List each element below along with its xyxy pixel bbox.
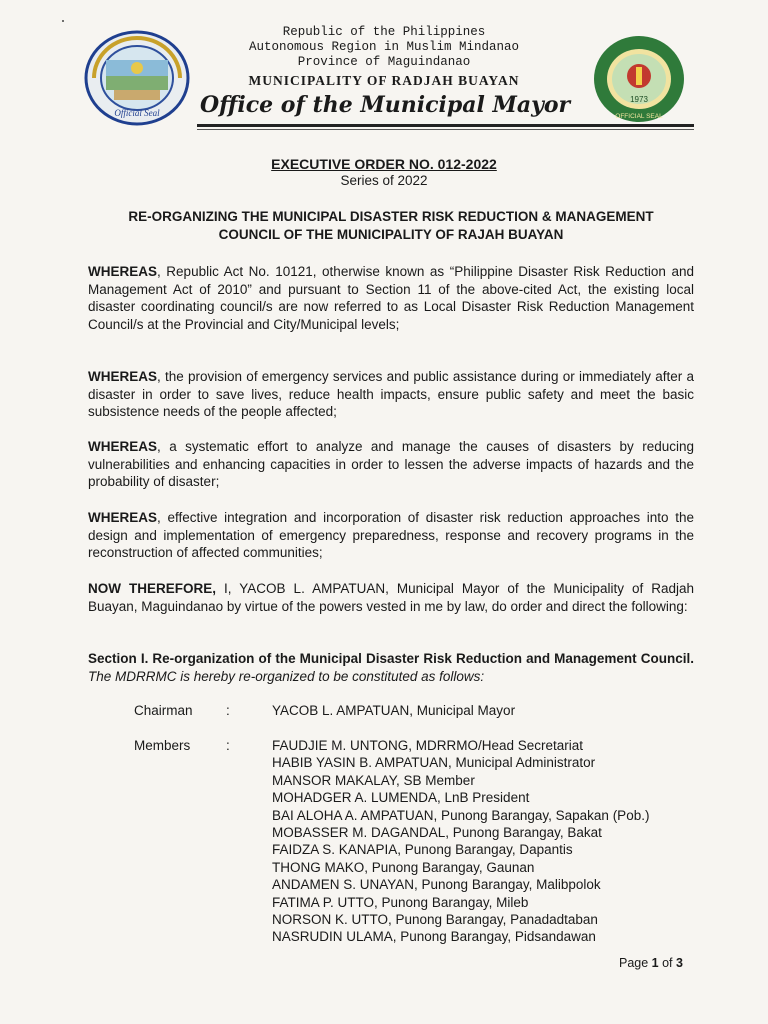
member-item: FATIMA P. UTTO, Punong Barangay, Mileb — [272, 894, 529, 910]
member-item: THONG MAKO, Punong Barangay, Gaunan — [272, 859, 535, 875]
region-line: Autonomous Region in Muslim Mindanao — [248, 40, 520, 54]
municipality-name: MUNICIPALITY OF RADJAH BUAYAN — [248, 73, 520, 88]
svg-text:Official Seal: Official Seal — [114, 108, 160, 118]
whereas-text: , Republic Act No. 10121, otherwise known as “Philippine Disaster Risk Reduction and Management Act of 2010” and pursuant to Section 11 of the above-cited Act, the existing local disaster coordinating council/s are now referred to as Local Disaster Risk Reduction Management Council/s at the Provincial and City/Municipal levels; — [88, 264, 694, 332]
whereas-lead: WHEREAS — [88, 510, 158, 525]
whereas-text: , the provision of emergency services and public assistance during or immediately after a disaster in order to save lives, reduce health impacts, ensure public safety and meet the basic subsistence needs of the people affected; — [88, 369, 694, 419]
municipal-seal-icon — [84, 30, 190, 126]
member-item: MOBASSER M. DAGANDAL, Punong Barangay, Bakat — [272, 825, 602, 841]
member-item: MOHADGER A. LUMENDA, LnB President — [272, 790, 530, 806]
whereas-paragraph-1 — [88, 263, 694, 333]
now-therefore-lead: NOW THEREFORE, — [88, 581, 217, 596]
republic-line: Republic of the Philippines — [282, 25, 486, 39]
header-rule — [197, 124, 694, 127]
page-number — [619, 956, 683, 970]
member-item: NORSON K. UTTO, Punong Barangay, Panadadtaban — [272, 912, 598, 928]
section-text: The MDRRMC is hereby re-organized to be constituted as follows: — [88, 668, 485, 684]
page-prefix: Page — [619, 956, 652, 970]
svg-text:OFFICIAL SEAL: OFFICIAL SEAL — [615, 113, 663, 120]
member-item: ANDAMEN S. UNAYAN, Punong Barangay, Malibpolok — [272, 877, 601, 893]
subject-line-1: RE-ORGANIZING THE MUNICIPAL DISASTER RISK REDUCTION & MANAGEMENT — [128, 209, 654, 224]
order-title: EXECUTIVE ORDER NO. 012-2022 — [271, 156, 497, 172]
svg-text:1973: 1973 — [630, 95, 648, 104]
now-therefore-paragraph — [88, 580, 694, 615]
page-of: of — [658, 956, 676, 970]
page-current: 1 — [651, 956, 659, 970]
section-heading: Section I. Re-organization of the Municipal Disaster Risk Reduction and Management Council. — [88, 651, 694, 666]
member-item: NASRUDIN ULAMA, Punong Barangay, Pidsandawan — [272, 929, 596, 945]
page-total: 3 — [676, 956, 683, 970]
province-line: Province of Maguindanao — [297, 55, 471, 69]
header-rule-thin — [197, 129, 694, 130]
whereas-lead: WHEREAS — [88, 264, 158, 279]
chairman-label: Chairman — [134, 703, 193, 718]
section-1 — [88, 650, 694, 685]
members-label: Members — [134, 738, 191, 753]
provincial-seal-icon — [592, 34, 686, 124]
subject-line-2: COUNCIL OF THE MUNICIPALITY OF RAJAH BUAYAN — [218, 227, 564, 242]
order-series: Series of 2022 — [340, 173, 428, 188]
member-item: FAIDZA S. KANAPIA, Punong Barangay, Dapantis — [272, 842, 573, 858]
now-therefore-text: I, YACOB L. AMPATUAN, Municipal Mayor of the Municipality of Radjah Buayan, Maguindanao by virtue of the powers vested in me by law, do order and direct the following: — [88, 581, 695, 614]
letterhead — [0, 0, 768, 130]
whereas-lead: WHEREAS — [88, 439, 158, 454]
whereas-text: , effective integration and incorporation of disaster risk reduction approaches into the design and implementation of emergency preparedness, response and recovery programs in the reconstruction of affected communities; — [88, 510, 694, 560]
members-list — [272, 737, 702, 946]
member-item: HABIB YASIN B. AMPATUAN, Municipal Administrator — [272, 755, 596, 771]
whereas-paragraph-2 — [88, 368, 694, 421]
letterhead-text — [200, 25, 571, 118]
member-item: MANSOR MAKALAY, SB Member — [272, 772, 475, 788]
order-heading — [0, 156, 768, 188]
members-colon: : — [226, 738, 230, 753]
member-item: FAUDJIE M. UNTONG, MDRRMO/Head Secretariat — [272, 738, 584, 753]
chairman-name: YACOB L. AMPATUAN, Municipal Mayor — [272, 703, 516, 718]
member-item: BAI ALOHA A. AMPATUAN, Punong Barangay, Sapakan (Pob.) — [272, 807, 650, 823]
whereas-paragraph-4 — [88, 509, 694, 562]
whereas-text: , a systematic effort to analyze and manage the causes of disasters by reducing vulnerabilities and enhancing capacities in order to lessen the adverse impacts of hazards and the probability of disaster; — [88, 439, 694, 489]
whereas-lead: WHEREAS — [88, 369, 158, 384]
chairman-colon: : — [226, 703, 230, 718]
office-title: Office of the Municipal Mayor — [200, 92, 571, 118]
order-subject — [88, 208, 694, 244]
whereas-paragraph-3 — [88, 438, 694, 491]
